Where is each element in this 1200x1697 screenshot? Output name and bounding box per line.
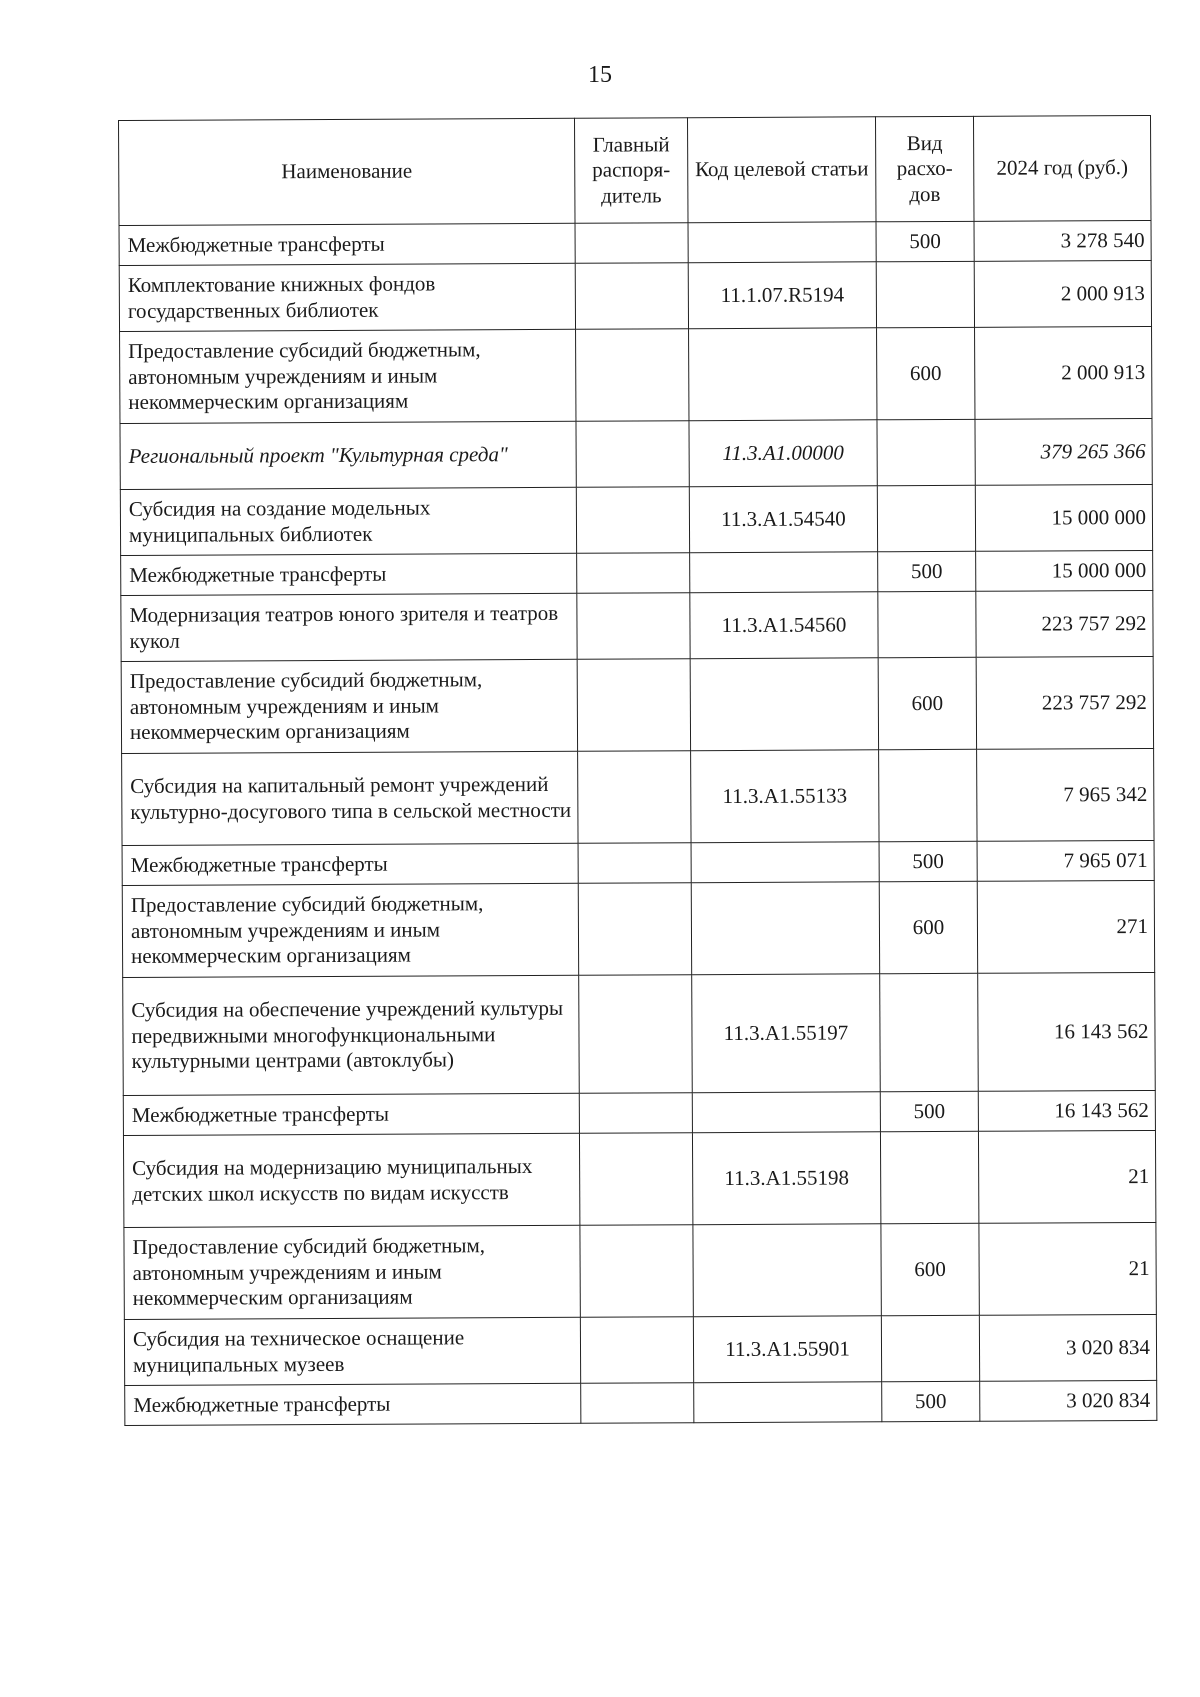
row-code-cell (693, 1224, 881, 1317)
row-name-cell: Субсидия на создание модельных муниципальных библиотек (120, 487, 576, 555)
row-admin-cell (575, 223, 688, 264)
table-row (122, 748, 1154, 845)
row-code-cell: 11.3.А1.54560 (690, 592, 878, 659)
row-code-cell (690, 552, 878, 593)
row-name-cell: Межбюджетные трансферты (125, 1383, 581, 1425)
row-type-cell: 500 (878, 551, 976, 591)
table-row (123, 1090, 1155, 1135)
table-row (121, 550, 1153, 595)
table-row (122, 880, 1154, 977)
row-amount-cell: 15 000 000 (975, 484, 1152, 551)
row-code-cell (691, 882, 879, 975)
row-type-cell: 600 (881, 1223, 979, 1315)
row-amount-cell: 15 000 000 (976, 550, 1153, 591)
budget-table (118, 115, 1157, 1426)
row-amount-cell: 3 020 834 (979, 1314, 1156, 1381)
row-type-cell (878, 591, 976, 657)
row-type-cell: 600 (877, 327, 975, 419)
header-admin: Главный распоря-дитель (574, 118, 688, 224)
row-amount-cell: 3 278 540 (974, 220, 1151, 261)
row-amount-cell: 2 000 913 (975, 326, 1152, 419)
row-type-cell: 500 (880, 1091, 978, 1131)
table-row (122, 840, 1154, 885)
row-name-cell: Межбюджетные трансферты (122, 843, 578, 885)
header-type: Вид расхо-дов (875, 116, 974, 221)
row-name-cell: Предоставление субсидий бюджетным, автономным учреждениям и иным некоммерческим организациям (124, 1225, 580, 1319)
row-type-cell (881, 1315, 979, 1381)
row-name-cell: Межбюджетные трансферты (121, 553, 577, 595)
header-name: Наименование (119, 118, 576, 225)
row-code-cell (688, 222, 876, 263)
table-row (121, 656, 1153, 753)
row-type-cell (877, 419, 975, 485)
row-admin-cell (576, 329, 689, 422)
row-type-cell: 500 (882, 1381, 980, 1421)
row-admin-cell (578, 843, 691, 884)
row-amount-cell: 379 265 366 (975, 418, 1152, 485)
table-row (121, 590, 1153, 661)
header-amount: 2024 год (руб.) (973, 115, 1151, 221)
row-amount-cell: 271 (977, 880, 1154, 973)
row-code-cell (692, 1092, 880, 1133)
row-code-cell: 11.3.А1.54540 (689, 486, 877, 553)
table-row (119, 220, 1151, 265)
row-admin-cell (576, 421, 689, 488)
row-type-cell: 500 (876, 221, 974, 261)
row-code-cell: 11.3.А1.55198 (692, 1132, 880, 1225)
table-row (124, 1222, 1156, 1319)
row-name-cell: Межбюджетные трансферты (119, 223, 575, 265)
table-row (125, 1380, 1157, 1425)
table-header-row (119, 115, 1152, 225)
row-amount-cell: 16 143 562 (978, 1090, 1155, 1131)
table-row (120, 418, 1152, 489)
row-code-cell: 11.3.А1.55901 (693, 1316, 881, 1383)
row-amount-cell: 16 143 562 (978, 972, 1156, 1091)
row-code-cell: 11.3.А1.00000 (689, 420, 877, 487)
row-name-cell: Субсидия на модернизацию муниципальных детских школ искусств по видам искусств (123, 1133, 579, 1227)
table-row (123, 972, 1156, 1095)
row-amount-cell: 7 965 342 (977, 748, 1154, 841)
row-name-cell: Предоставление субсидий бюджетным, автономным учреждениям и иным некоммерческим организациям (120, 329, 576, 423)
row-admin-cell (579, 1093, 692, 1134)
row-name-cell: Межбюджетные трансферты (123, 1093, 579, 1135)
row-amount-cell: 7 965 071 (977, 840, 1154, 881)
row-type-cell: 600 (879, 881, 977, 973)
row-admin-cell (579, 1133, 692, 1226)
row-amount-cell: 21 (978, 1130, 1155, 1223)
row-type-cell (879, 749, 977, 841)
row-name-cell: Предоставление субсидий бюджетным, автономным учреждениям и иным некоммерческим организациям (122, 883, 578, 977)
row-code-cell (691, 842, 879, 883)
row-type-cell (876, 261, 974, 327)
row-admin-cell (577, 593, 690, 660)
row-code-cell (689, 328, 877, 421)
row-amount-cell: 223 757 292 (976, 590, 1153, 657)
row-amount-cell: 21 (979, 1222, 1156, 1315)
row-name-cell: Региональный проект "Культурная среда" (120, 421, 576, 489)
header-code: Код целевой статьи (687, 117, 876, 223)
row-admin-cell (580, 1317, 693, 1384)
row-admin-cell (576, 487, 689, 554)
row-admin-cell (575, 263, 688, 330)
row-code-cell: 11.3.А1.55133 (691, 750, 879, 843)
row-code-cell: 11.1.07.R5194 (688, 262, 876, 329)
row-admin-cell (581, 1383, 694, 1424)
row-name-cell: Субсидия на техническое оснащение муниципальных музеев (124, 1317, 580, 1385)
row-type-cell: 500 (879, 841, 977, 881)
table-body (119, 220, 1157, 1425)
row-type-cell: 600 (878, 657, 976, 749)
row-type-cell (880, 1131, 978, 1223)
row-admin-cell (578, 751, 691, 844)
row-name-cell: Субсидия на обеспечение учреждений культуры передвижными многофункциональными культурными центрами (автоклубы) (123, 975, 580, 1095)
table-row (120, 326, 1152, 423)
row-type-cell (880, 973, 979, 1091)
row-name-cell: Модернизация театров юного зрителя и театров кукол (121, 593, 577, 661)
row-admin-cell (580, 1225, 693, 1318)
row-amount-cell: 2 000 913 (974, 260, 1151, 327)
row-admin-cell (579, 975, 693, 1094)
row-type-cell (877, 485, 975, 551)
table-row (124, 1314, 1156, 1385)
page-number: 15 (588, 62, 612, 88)
row-amount-cell: 223 757 292 (976, 656, 1153, 749)
row-name-cell: Предоставление субсидий бюджетным, автономным учреждениям и иным некоммерческим организациям (121, 659, 577, 753)
table-row (120, 484, 1152, 555)
row-admin-cell (578, 883, 691, 976)
row-amount-cell: 3 020 834 (980, 1380, 1157, 1421)
row-name-cell: Субсидия на капитальный ремонт учреждений культурно-досугового типа в сельской местности (122, 751, 578, 845)
row-code-cell (694, 1382, 882, 1423)
row-code-cell (690, 658, 878, 751)
row-admin-cell (577, 553, 690, 594)
row-code-cell: 11.3.А1.55197 (692, 974, 881, 1093)
row-name-cell: Комплектование книжных фондов государственных библиотек (119, 263, 575, 331)
row-admin-cell (577, 659, 690, 752)
table-row (119, 260, 1151, 331)
table-row (123, 1130, 1155, 1227)
